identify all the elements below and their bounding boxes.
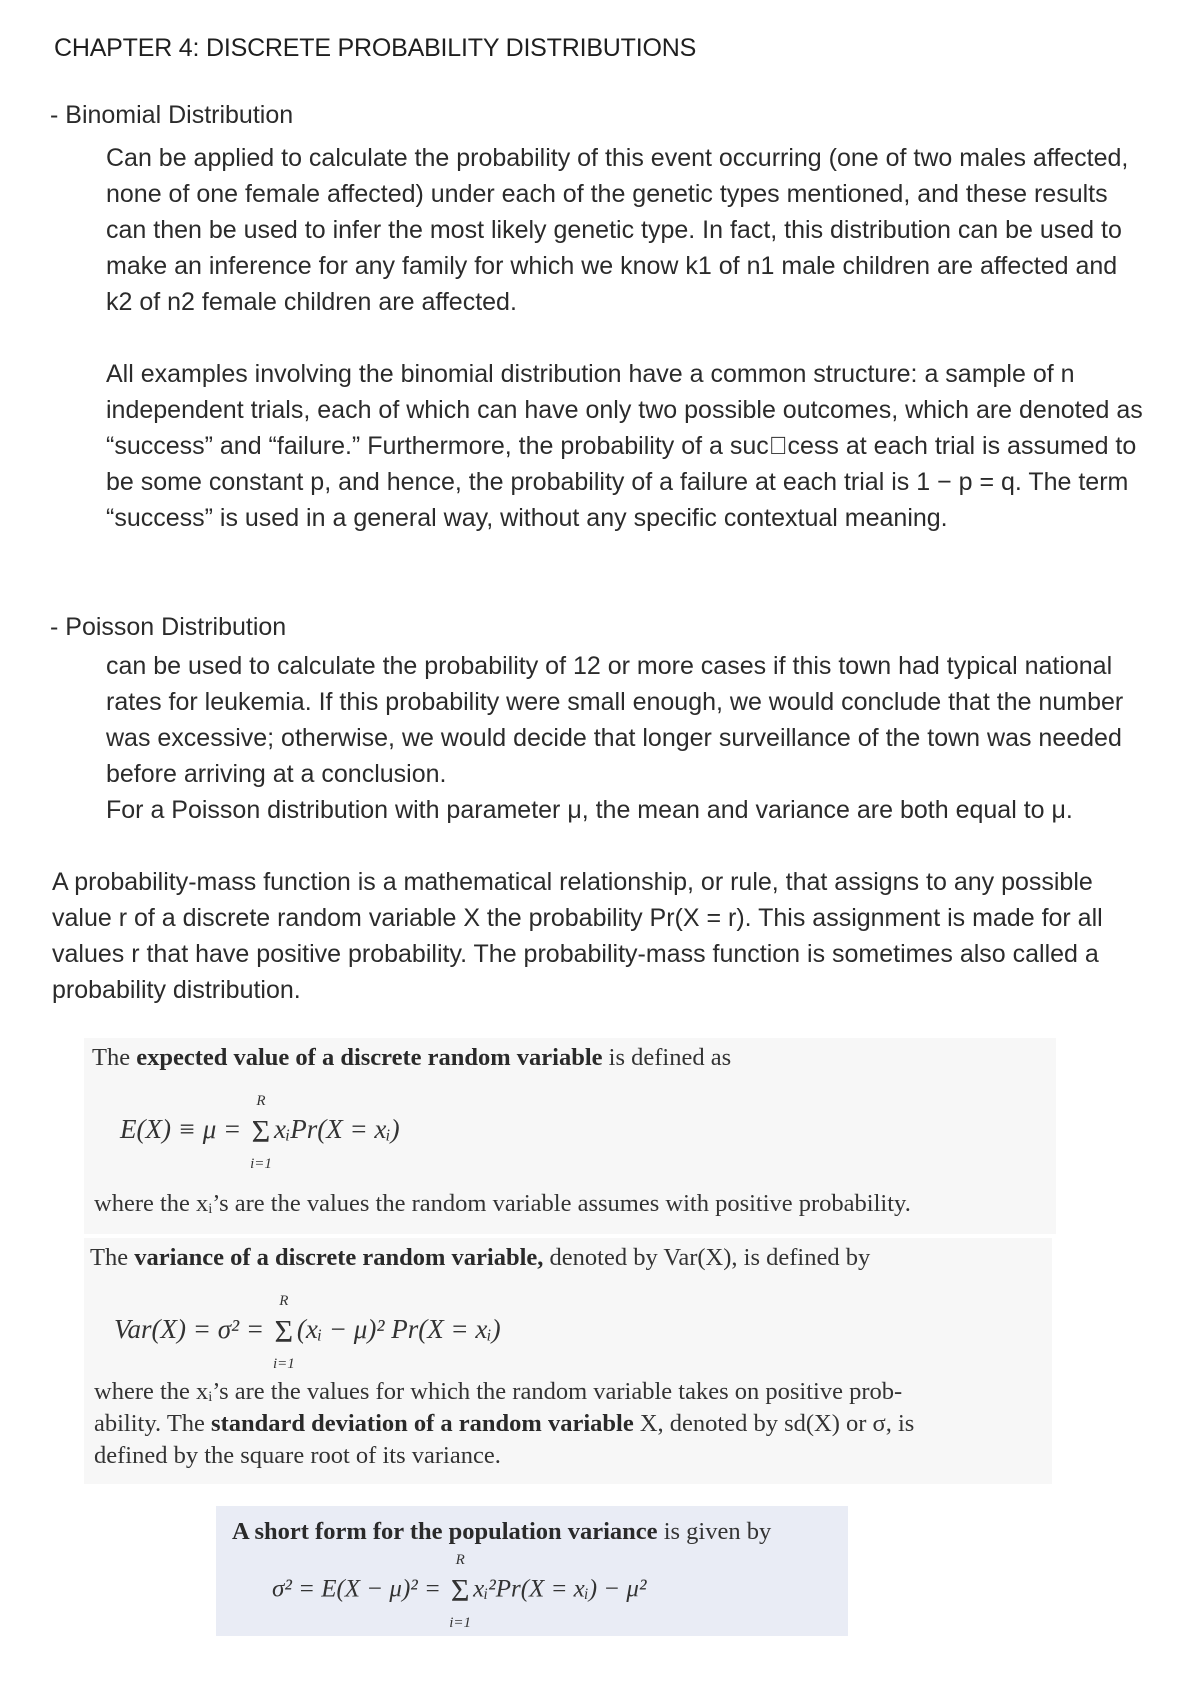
binomial-paragraph-1: Can be applied to calculate the probability of this event occurring (one of two males affected, none of one female affected) under each of the genetic types mentioned, and these results can then be used to infer the most likely genetic type. In fact, this distribution can be used to make an inference for any family for which we know k1 of n1 male children are affected and k2 of n2 female children are affected. [106, 144, 1129, 316]
variance-where-line-3: defined by the square root of its variance. [94, 1442, 501, 1469]
binomial-paragraph-2: All examples involving the binomial distribution have a common structure: a sample of n independent trials, each of which can have only two possible outcomes, which are denoted as “success” and “failure.” Furthermore, the probability of a suc cess at each trial is assumed to be some constant p, and hence, the probability of a failure at each trial is 1 − p = q. The term “success” is used in a general way, without any specific contextual meaning. [106, 360, 1143, 532]
short-form-formula: σ² = E(X − μ)² = R Σ i=1 xᵢ²Pr(X = xᵢ) − μ² [272, 1552, 647, 1631]
poisson-heading: - Poisson Distribution [50, 613, 287, 641]
summation-symbol: R Σ i=1 [449, 1552, 472, 1631]
poisson-paragraph-1: can be used to calculate the probability of 12 or more cases if this town had typical national rates for leukemia. If this probability were small enough, we would conclude that the number was excessive; otherwise, we would decide that longer surveillance of the town was needed before arriving at a conclusion. [106, 652, 1124, 788]
expected-value-box [84, 1038, 1056, 1234]
short-form-box [216, 1506, 848, 1636]
summation-symbol: R Σ i=1 [250, 1092, 272, 1172]
binomial-heading: - Binomial Distribution [50, 101, 294, 129]
expected-value-intro: The expected value of a discrete random variable is defined as [92, 1044, 732, 1071]
variance-where-line-2: ability. The standard deviation of a random variable X, denoted by sd(X) or σ, is [94, 1410, 915, 1437]
chapter-title: CHAPTER 4: DISCRETE PROBABILITY DISTRIBUTIONS [54, 34, 697, 62]
expected-value-formula: E(X) ≡ μ = R Σ i=1 xᵢPr(X = xᵢ) [120, 1092, 400, 1172]
variance-where-line-1: where the xᵢ’s are the values for which the random variable takes on positive prob- [94, 1378, 903, 1405]
pmf-paragraph: A probability-mass function is a mathematical relationship, or rule, that assigns to any possible value r of a discrete random variable X the probability Pr(X = r). This assignment is made for all values r that have positive probability. The probability-mass function is sometimes also called a probability distribution. [52, 868, 1103, 1004]
summation-symbol: R Σ i=1 [272, 1292, 295, 1372]
variance-intro: The variance of a discrete random variable, denoted by Var(X), is defined by [90, 1244, 871, 1271]
expected-value-where: where the xᵢ’s are the values the random variable assumes with positive probability. [94, 1190, 911, 1217]
variance-box [84, 1238, 1052, 1484]
variance-formula: Var(X) = σ² = R Σ i=1 (xᵢ − μ)² Pr(X = xᵢ) [114, 1292, 501, 1372]
poisson-paragraph-2: For a Poisson distribution with parameter μ, the mean and variance are both equal to μ. [106, 796, 1073, 824]
short-form-intro: A short form for the population variance is given by [232, 1518, 772, 1545]
